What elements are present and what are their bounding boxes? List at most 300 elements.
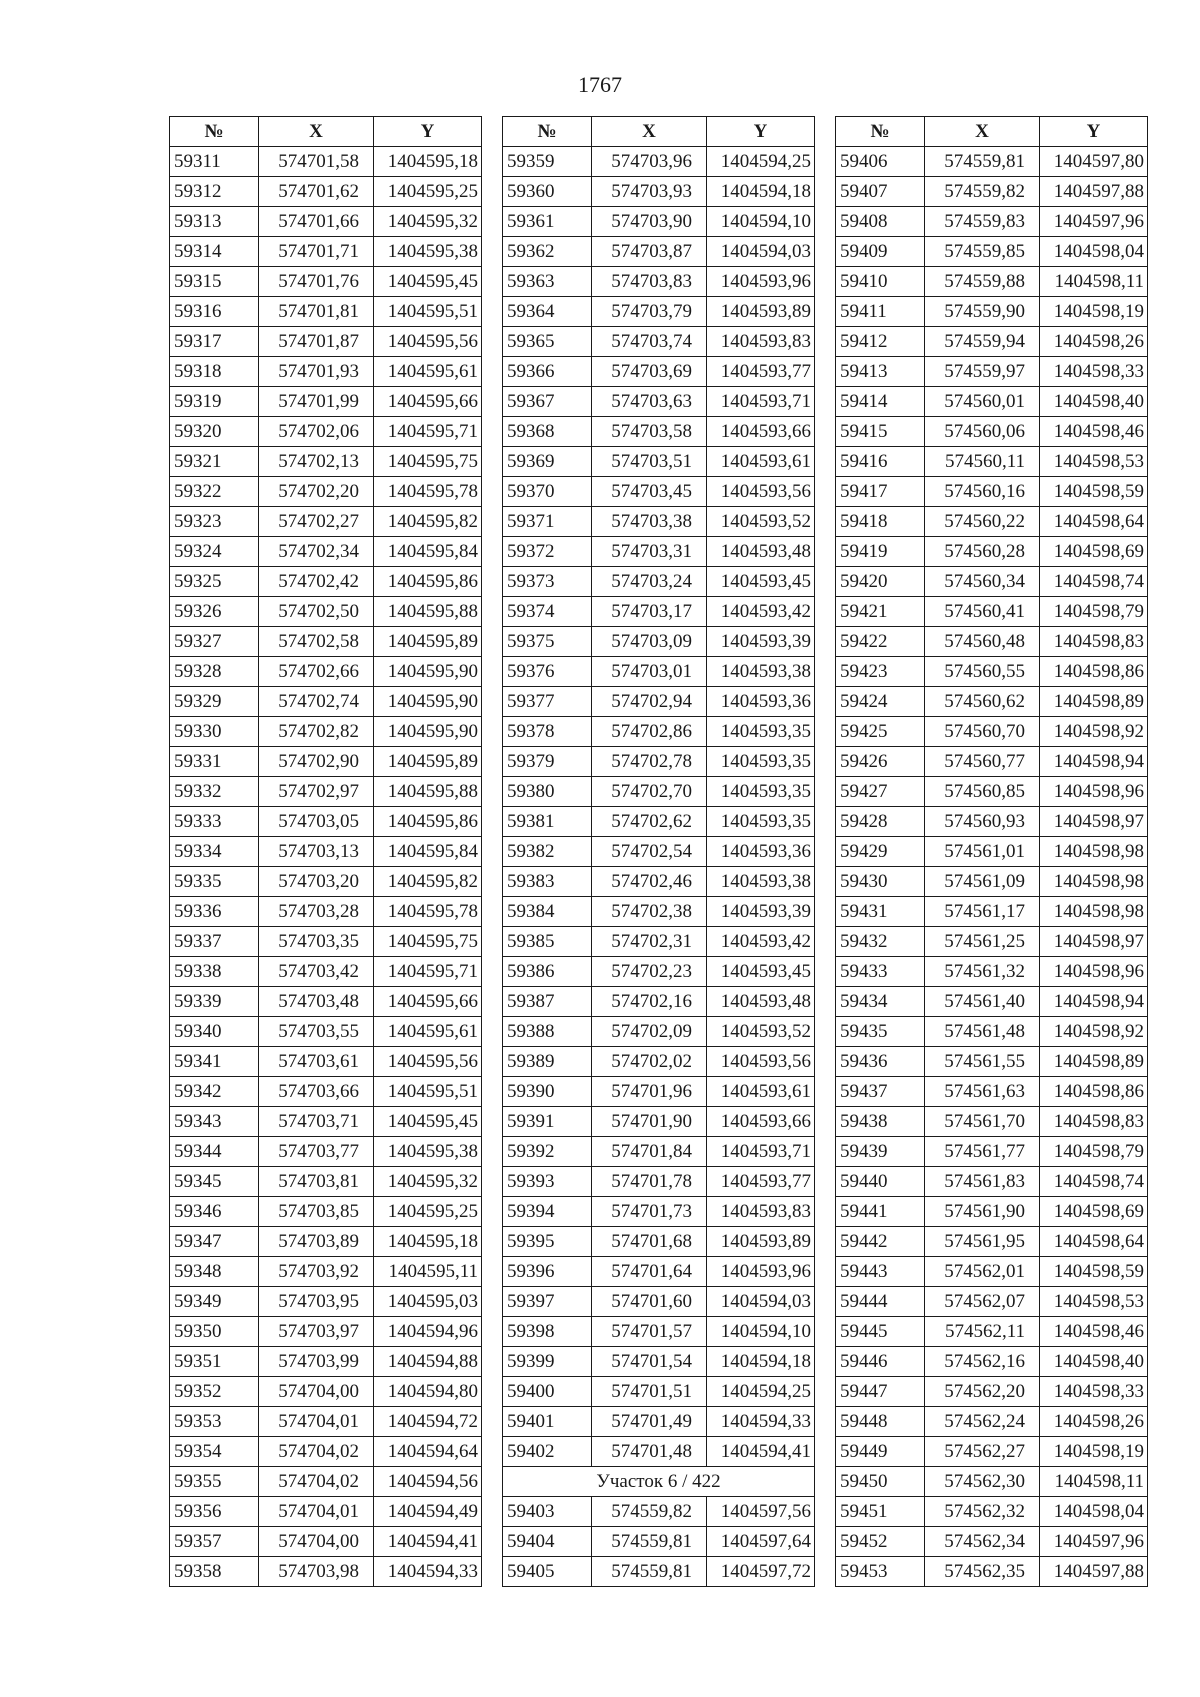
y-coordinate-cell: 1404593,89 [707,297,815,327]
x-coordinate-cell: 574703,55 [259,1017,374,1047]
header-y: Y [1040,117,1148,147]
y-coordinate-cell: 1404593,77 [707,357,815,387]
y-coordinate-cell: 1404598,89 [1040,687,1148,717]
point-number-cell: 59336 [170,897,259,927]
x-coordinate-cell: 574560,22 [925,507,1040,537]
point-number-cell: 59400 [503,1377,592,1407]
x-coordinate-cell: 574702,34 [259,537,374,567]
x-coordinate-cell: 574703,63 [592,387,707,417]
x-coordinate-cell: 574702,78 [592,747,707,777]
y-coordinate-cell: 1404597,88 [1040,1557,1148,1587]
y-coordinate-cell: 1404593,36 [707,837,815,867]
y-coordinate-cell: 1404594,49 [374,1497,482,1527]
y-coordinate-cell: 1404595,51 [374,297,482,327]
x-coordinate-cell: 574560,11 [925,447,1040,477]
y-coordinate-cell: 1404598,33 [1040,1377,1148,1407]
coordinates-table-1 [169,116,482,1587]
table-row [503,417,815,447]
point-number-cell: 59340 [170,1017,259,1047]
y-coordinate-cell: 1404593,42 [707,597,815,627]
x-coordinate-cell: 574702,58 [259,627,374,657]
y-coordinate-cell: 1404595,82 [374,507,482,537]
table-row [836,657,1148,687]
x-coordinate-cell: 574701,58 [259,147,374,177]
x-coordinate-cell: 574703,83 [592,267,707,297]
y-coordinate-cell: 1404594,72 [374,1407,482,1437]
table-row [170,1167,482,1197]
y-coordinate-cell: 1404594,64 [374,1437,482,1467]
x-coordinate-cell: 574703,74 [592,327,707,357]
table-row [836,417,1148,447]
table-row [503,1407,815,1437]
y-coordinate-cell: 1404598,33 [1040,357,1148,387]
table-row [836,1137,1148,1167]
y-coordinate-cell: 1404597,96 [1040,1527,1148,1557]
table-row [836,447,1148,477]
point-number-cell: 59369 [503,447,592,477]
point-number-cell: 59412 [836,327,925,357]
table-row [836,267,1148,297]
y-coordinate-cell: 1404595,32 [374,1167,482,1197]
x-coordinate-cell: 574703,98 [259,1557,374,1587]
table-row [503,1437,815,1467]
x-coordinate-cell: 574702,31 [592,927,707,957]
table-row [503,717,815,747]
x-coordinate-cell: 574701,99 [259,387,374,417]
y-coordinate-cell: 1404593,38 [707,657,815,687]
x-coordinate-cell: 574702,82 [259,717,374,747]
table-row [170,237,482,267]
table-row [170,1017,482,1047]
point-number-cell: 59367 [503,387,592,417]
table-row [503,597,815,627]
point-number-cell: 59387 [503,987,592,1017]
x-coordinate-cell: 574703,17 [592,597,707,627]
y-coordinate-cell: 1404593,35 [707,747,815,777]
table-row [170,507,482,537]
point-number-cell: 59325 [170,567,259,597]
y-coordinate-cell: 1404598,40 [1040,1347,1148,1377]
x-coordinate-cell: 574703,71 [259,1107,374,1137]
table-row [170,927,482,957]
table-row [503,1557,815,1587]
point-number-cell: 59440 [836,1167,925,1197]
y-coordinate-cell: 1404595,90 [374,717,482,747]
x-coordinate-cell: 574560,48 [925,627,1040,657]
point-number-cell: 59376 [503,657,592,687]
x-coordinate-cell: 574702,42 [259,567,374,597]
y-coordinate-cell: 1404598,46 [1040,1317,1148,1347]
y-coordinate-cell: 1404598,97 [1040,807,1148,837]
table-row [503,627,815,657]
table-row [170,1437,482,1467]
point-number-cell: 59348 [170,1257,259,1287]
x-coordinate-cell: 574561,77 [925,1137,1040,1167]
x-coordinate-cell: 574701,84 [592,1137,707,1167]
table-row [503,867,815,897]
table-row [836,687,1148,717]
table-row [170,867,482,897]
table-row [170,417,482,447]
x-coordinate-cell: 574701,60 [592,1287,707,1317]
x-coordinate-cell: 574560,93 [925,807,1040,837]
y-coordinate-cell: 1404598,69 [1040,1197,1148,1227]
table-row [836,1467,1148,1497]
x-coordinate-cell: 574703,95 [259,1287,374,1317]
y-coordinate-cell: 1404594,88 [374,1347,482,1377]
x-coordinate-cell: 574701,81 [259,297,374,327]
x-coordinate-cell: 574701,62 [259,177,374,207]
x-coordinate-cell: 574559,81 [925,147,1040,177]
table-row [170,717,482,747]
section-row [503,1467,815,1497]
x-coordinate-cell: 574702,90 [259,747,374,777]
point-number-cell: 59374 [503,597,592,627]
table-row [836,147,1148,177]
point-number-cell: 59356 [170,1497,259,1527]
x-coordinate-cell: 574562,20 [925,1377,1040,1407]
x-coordinate-cell: 574562,27 [925,1437,1040,1467]
y-coordinate-cell: 1404594,80 [374,1377,482,1407]
point-number-cell: 59334 [170,837,259,867]
point-number-cell: 59352 [170,1377,259,1407]
point-number-cell: 59439 [836,1137,925,1167]
point-number-cell: 59363 [503,267,592,297]
y-coordinate-cell: 1404595,82 [374,867,482,897]
table-row [170,1407,482,1437]
y-coordinate-cell: 1404593,96 [707,1257,815,1287]
x-coordinate-cell: 574702,13 [259,447,374,477]
y-coordinate-cell: 1404598,83 [1040,627,1148,657]
x-coordinate-cell: 574561,01 [925,837,1040,867]
y-coordinate-cell: 1404598,97 [1040,927,1148,957]
y-coordinate-cell: 1404593,83 [707,1197,815,1227]
coordinates-table-3 [835,116,1148,1587]
table-row [836,1167,1148,1197]
table-row [836,1527,1148,1557]
y-coordinate-cell: 1404594,03 [707,237,815,267]
x-coordinate-cell: 574559,94 [925,327,1040,357]
point-number-cell: 59362 [503,237,592,267]
table-row [170,807,482,837]
x-coordinate-cell: 574704,02 [259,1467,374,1497]
y-coordinate-cell: 1404598,59 [1040,477,1148,507]
y-coordinate-cell: 1404598,79 [1040,597,1148,627]
table-row [836,237,1148,267]
x-coordinate-cell: 574702,02 [592,1047,707,1077]
point-number-cell: 59389 [503,1047,592,1077]
table-row [503,657,815,687]
table-row [503,1197,815,1227]
point-number-cell: 59446 [836,1347,925,1377]
x-coordinate-cell: 574702,54 [592,837,707,867]
table-row [170,1317,482,1347]
y-coordinate-cell: 1404595,61 [374,357,482,387]
table-row [170,567,482,597]
y-coordinate-cell: 1404598,64 [1040,1227,1148,1257]
x-coordinate-cell: 574562,24 [925,1407,1040,1437]
y-coordinate-cell: 1404593,35 [707,777,815,807]
x-coordinate-cell: 574703,38 [592,507,707,537]
point-number-cell: 59344 [170,1137,259,1167]
table-row [170,987,482,1017]
table-row [503,1137,815,1167]
table-row [503,237,815,267]
x-coordinate-cell: 574703,51 [592,447,707,477]
y-coordinate-cell: 1404598,11 [1040,1467,1148,1497]
x-coordinate-cell: 574703,81 [259,1167,374,1197]
x-coordinate-cell: 574702,62 [592,807,707,837]
table-row [503,927,815,957]
point-number-cell: 59346 [170,1197,259,1227]
y-coordinate-cell: 1404598,59 [1040,1257,1148,1287]
table-row [170,597,482,627]
point-number-cell: 59350 [170,1317,259,1347]
table-row [836,1497,1148,1527]
y-coordinate-cell: 1404593,71 [707,1137,815,1167]
y-coordinate-cell: 1404598,26 [1040,1407,1148,1437]
table-row [170,297,482,327]
table-row [503,447,815,477]
x-coordinate-cell: 574559,82 [592,1497,707,1527]
point-number-cell: 59385 [503,927,592,957]
x-coordinate-cell: 574703,48 [259,987,374,1017]
table-row [503,297,815,327]
table-row [836,1407,1148,1437]
point-number-cell: 59453 [836,1557,925,1587]
table-row [170,1497,482,1527]
table-row [836,207,1148,237]
point-number-cell: 59318 [170,357,259,387]
table-row [836,1047,1148,1077]
table-row [503,1227,815,1257]
table-row [170,627,482,657]
table-row [170,1527,482,1557]
table-row [503,1257,815,1287]
table-row [170,387,482,417]
point-number-cell: 59451 [836,1497,925,1527]
point-number-cell: 59370 [503,477,592,507]
x-coordinate-cell: 574703,09 [592,627,707,657]
header-row [170,117,482,147]
x-coordinate-cell: 574701,93 [259,357,374,387]
x-coordinate-cell: 574702,66 [259,657,374,687]
page-number: 1767 [578,72,622,97]
y-coordinate-cell: 1404595,75 [374,447,482,477]
y-coordinate-cell: 1404597,56 [707,1497,815,1527]
x-coordinate-cell: 574561,40 [925,987,1040,1017]
x-coordinate-cell: 574703,20 [259,867,374,897]
x-coordinate-cell: 574701,71 [259,237,374,267]
x-coordinate-cell: 574562,34 [925,1527,1040,1557]
point-number-cell: 59313 [170,207,259,237]
point-number-cell: 59425 [836,717,925,747]
y-coordinate-cell: 1404598,98 [1040,867,1148,897]
x-coordinate-cell: 574703,45 [592,477,707,507]
table-row [170,897,482,927]
x-coordinate-cell: 574561,90 [925,1197,1040,1227]
x-coordinate-cell: 574702,16 [592,987,707,1017]
point-number-cell: 59384 [503,897,592,927]
y-coordinate-cell: 1404594,18 [707,177,815,207]
y-coordinate-cell: 1404593,39 [707,897,815,927]
table-row [836,1017,1148,1047]
point-number-cell: 59395 [503,1227,592,1257]
point-number-cell: 59411 [836,297,925,327]
point-number-cell: 59404 [503,1527,592,1557]
table-row [170,207,482,237]
point-number-cell: 59380 [503,777,592,807]
table-row [503,327,815,357]
table-row [170,477,482,507]
point-number-cell: 59359 [503,147,592,177]
x-coordinate-cell: 574701,64 [592,1257,707,1287]
table-row [503,1287,815,1317]
y-coordinate-cell: 1404593,35 [707,807,815,837]
point-number-cell: 59375 [503,627,592,657]
y-coordinate-cell: 1404595,38 [374,1137,482,1167]
y-coordinate-cell: 1404598,94 [1040,987,1148,1017]
table-row [503,837,815,867]
header-row [836,117,1148,147]
table-row [503,777,815,807]
point-number-cell: 59354 [170,1437,259,1467]
x-coordinate-cell: 574701,76 [259,267,374,297]
y-coordinate-cell: 1404593,77 [707,1167,815,1197]
point-number-cell: 59378 [503,717,592,747]
table-row [836,777,1148,807]
y-coordinate-cell: 1404593,35 [707,717,815,747]
table-row [503,957,815,987]
y-coordinate-cell: 1404597,96 [1040,207,1148,237]
table-row [836,717,1148,747]
point-number-cell: 59315 [170,267,259,297]
point-number-cell: 59431 [836,897,925,927]
y-coordinate-cell: 1404595,88 [374,777,482,807]
table-row [170,1077,482,1107]
y-coordinate-cell: 1404595,71 [374,417,482,447]
table-row [170,1377,482,1407]
x-coordinate-cell: 574703,42 [259,957,374,987]
table-row [836,1317,1148,1347]
point-number-cell: 59317 [170,327,259,357]
point-number-cell: 59401 [503,1407,592,1437]
point-number-cell: 59326 [170,597,259,627]
table-row [503,1017,815,1047]
y-coordinate-cell: 1404595,90 [374,657,482,687]
y-coordinate-cell: 1404594,56 [374,1467,482,1497]
y-coordinate-cell: 1404595,71 [374,957,482,987]
y-coordinate-cell: 1404594,25 [707,1377,815,1407]
point-number-cell: 59328 [170,657,259,687]
x-coordinate-cell: 574701,49 [592,1407,707,1437]
x-coordinate-cell: 574702,86 [592,717,707,747]
point-number-cell: 59437 [836,1077,925,1107]
point-number-cell: 59407 [836,177,925,207]
table-row [836,957,1148,987]
x-coordinate-cell: 574559,90 [925,297,1040,327]
x-coordinate-cell: 574559,82 [925,177,1040,207]
point-number-cell: 59358 [170,1557,259,1587]
header-y: Y [707,117,815,147]
header-x: X [592,117,707,147]
table-row [503,267,815,297]
table-row [503,1317,815,1347]
point-number-cell: 59438 [836,1107,925,1137]
header-x: X [925,117,1040,147]
table-row [836,1257,1148,1287]
point-number-cell: 59377 [503,687,592,717]
table-row [503,357,815,387]
point-number-cell: 59419 [836,537,925,567]
x-coordinate-cell: 574562,30 [925,1467,1040,1497]
point-number-cell: 59330 [170,717,259,747]
x-coordinate-cell: 574562,35 [925,1557,1040,1587]
x-coordinate-cell: 574560,85 [925,777,1040,807]
point-number-cell: 59434 [836,987,925,1017]
x-coordinate-cell: 574559,83 [925,207,1040,237]
x-coordinate-cell: 574562,11 [925,1317,1040,1347]
x-coordinate-cell: 574701,73 [592,1197,707,1227]
point-number-cell: 59314 [170,237,259,267]
y-coordinate-cell: 1404595,75 [374,927,482,957]
x-coordinate-cell: 574703,58 [592,417,707,447]
y-coordinate-cell: 1404598,96 [1040,957,1148,987]
point-number-cell: 59416 [836,447,925,477]
table-row [836,1437,1148,1467]
y-coordinate-cell: 1404598,64 [1040,507,1148,537]
point-number-cell: 59423 [836,657,925,687]
point-number-cell: 59406 [836,147,925,177]
table-row [503,1047,815,1077]
table-row [836,507,1148,537]
table-row [836,297,1148,327]
table-row [503,537,815,567]
point-number-cell: 59391 [503,1107,592,1137]
x-coordinate-cell: 574703,13 [259,837,374,867]
y-coordinate-cell: 1404593,48 [707,987,815,1017]
header-number: № [836,117,925,147]
x-coordinate-cell: 574701,90 [592,1107,707,1137]
table-row [170,147,482,177]
point-number-cell: 59398 [503,1317,592,1347]
y-coordinate-cell: 1404593,39 [707,627,815,657]
y-coordinate-cell: 1404595,18 [374,147,482,177]
y-coordinate-cell: 1404598,19 [1040,297,1148,327]
point-number-cell: 59353 [170,1407,259,1437]
point-number-cell: 59365 [503,327,592,357]
x-coordinate-cell: 574560,06 [925,417,1040,447]
x-coordinate-cell: 574704,00 [259,1527,374,1557]
x-coordinate-cell: 574561,09 [925,867,1040,897]
point-number-cell: 59320 [170,417,259,447]
table-row [836,597,1148,627]
y-coordinate-cell: 1404594,10 [707,207,815,237]
x-coordinate-cell: 574560,77 [925,747,1040,777]
x-coordinate-cell: 574702,38 [592,897,707,927]
y-coordinate-cell: 1404594,25 [707,147,815,177]
table-row [170,777,482,807]
table-body [836,147,1148,1587]
table-row [170,1557,482,1587]
table-row [503,177,815,207]
y-coordinate-cell: 1404593,45 [707,567,815,597]
table-row [170,1197,482,1227]
point-number-cell: 59351 [170,1347,259,1377]
x-coordinate-cell: 574559,81 [592,1527,707,1557]
x-coordinate-cell: 574703,87 [592,237,707,267]
point-number-cell: 59343 [170,1107,259,1137]
